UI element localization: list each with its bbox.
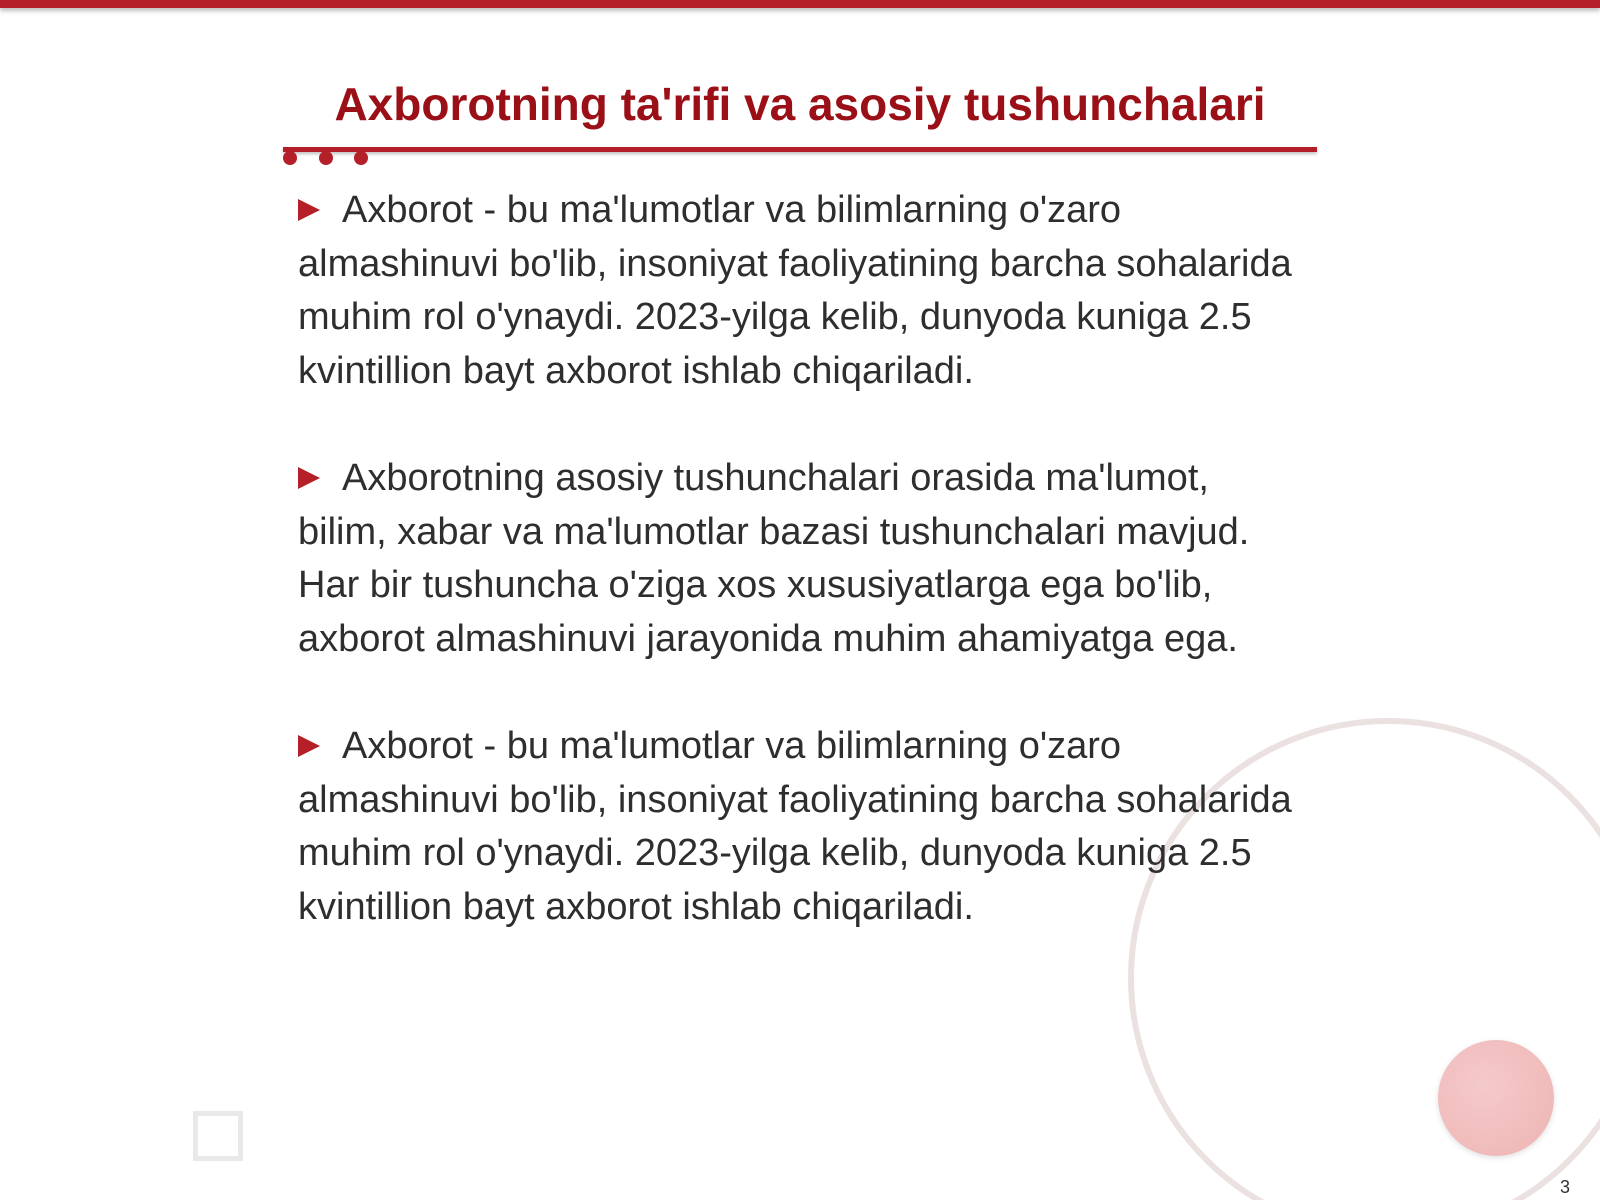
decorative-disc — [1438, 1040, 1554, 1156]
triangle-right-icon — [298, 467, 320, 489]
accent-dot — [283, 151, 297, 165]
bullet-text: Axborotning asosiy tushunchalari orasida ma'lumot, bilim, xabar va ma'lumotlar bazasi tushunchalari mavjud. Har bir tushuncha o'ziga xos xususiyatlarga ega bo'lib, axborot almashinuvi jarayonida muhim ahamiyatga ega. — [298, 457, 1250, 660]
top-accent-bar — [0, 0, 1600, 8]
slide-title: Axborotning ta'rifi va asosiy tushunchalari — [334, 78, 1266, 130]
bullet-list — [298, 184, 1308, 988]
triangle-right-icon — [298, 199, 320, 221]
bullet-item — [298, 452, 1308, 666]
bullet-text: Axborot - bu ma'lumotlar va bilimlarning o'zaro almashinuvi bo'lib, insoniyat faoliyatining barcha sohalarida muhim rol o'ynaydi. 2023-yilga kelib, dunyoda kuniga 2.5 kvintillion bayt axborot ishlab chiqariladi. — [298, 189, 1292, 392]
accent-dot — [319, 151, 333, 165]
title-underline — [283, 147, 1317, 152]
page-number: 3 — [1559, 1177, 1570, 1197]
bullet-item — [298, 720, 1308, 934]
accent-dot — [354, 151, 368, 165]
bullet-item — [298, 184, 1308, 398]
triangle-right-icon — [298, 735, 320, 757]
decorative-square — [193, 1111, 243, 1161]
bullet-text: Axborot - bu ma'lumotlar va bilimlarning o'zaro almashinuvi bo'lib, insoniyat faoliyatining barcha sohalarida muhim rol o'ynaydi. 2023-yilga kelib, dunyoda kuniga 2.5 kvintillion bayt axborot ishlab chiqariladi. — [298, 725, 1292, 928]
